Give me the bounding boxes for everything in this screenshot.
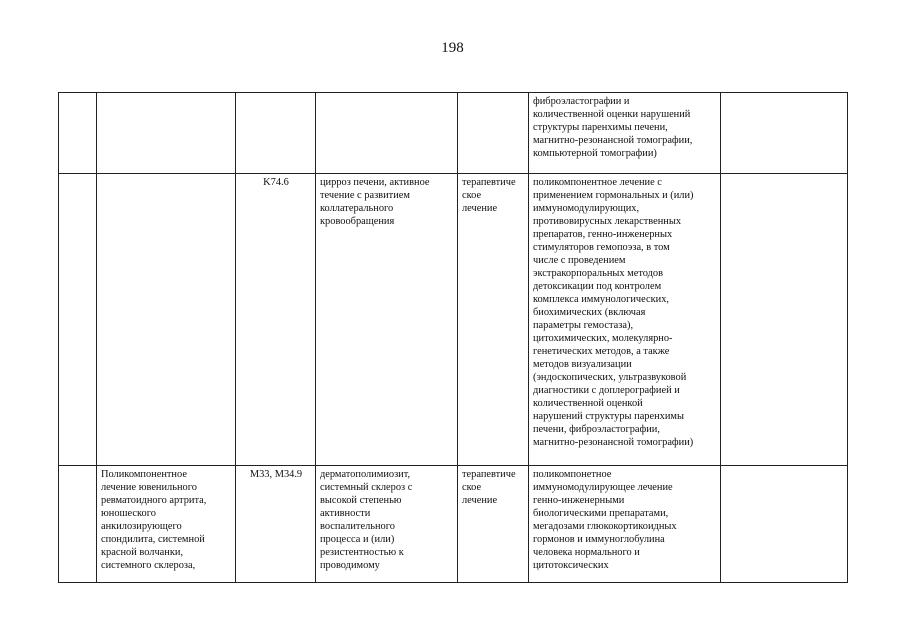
diagnosis-cell: [316, 93, 458, 174]
table-row: [59, 93, 848, 174]
care-name-cell: Поликомпонентное лечение ювенильного ревматоидного артрита, юношеского анкилозирующего спондилита, системной красной волчанки, системного склероза,: [97, 466, 236, 583]
treatment-kind-cell: [458, 93, 529, 174]
icd-code-cell: M33, M34.9: [236, 466, 316, 583]
treatment-method-cell: поликомпонентное лечение с применением гормональных и (или) иммуномодулирующих, противовирусных лекарственных препаратов, генно-инженерных стимуляторов гемопоэза, в том числе с проведением экстракорпоральных методов детоксикации под контролем комплекса иммунологических, биохимических (включая параметры гемостаза), цитохимических, молекулярно- генетических методов, а также методов визуализации (эндоскопических, ультразвуковой диагностики с доплерографией и количественной оценкой нарушений структуры паренхимы печени, фиброэластографии, магнитно-резонансной томографии): [529, 174, 721, 466]
row-number-cell: [59, 466, 97, 583]
norm-cell: [721, 93, 848, 174]
care-name-cell: [97, 174, 236, 466]
norm-cell: [721, 174, 848, 466]
row-number-cell: [59, 93, 97, 174]
icd-code-cell: [236, 93, 316, 174]
treatment-method-cell: поликомпонетное иммуномодулирующее лечение генно-инженерными биологическими препаратами, мегадозами глюкокортикоидных гормонов и иммуноглобулина человека нормального и цитотоксических: [529, 466, 721, 583]
treatment-method-cell: фиброэластографии и количественной оценки нарушений структуры паренхимы печени, магнитно-резонансной томографии, компьютерной томографии): [529, 93, 721, 174]
care-name-cell: [97, 93, 236, 174]
row-number-cell: [59, 174, 97, 466]
treatment-kind-cell: терапевтиче ское лечение: [458, 174, 529, 466]
table-row: [59, 466, 848, 583]
treatment-kind-cell: терапевтиче ское лечение: [458, 466, 529, 583]
medical-care-table: [58, 92, 848, 583]
table-row: [59, 174, 848, 466]
diagnosis-cell: цирроз печени, активное течение с развитием коллатерального кровообращения: [316, 174, 458, 466]
norm-cell: [721, 466, 848, 583]
page-number: 198: [441, 40, 464, 56]
diagnosis-cell: дерматополимиозит, системный склероз с высокой степенью активности воспалительного процесса и (или) резистентностью к проводимому: [316, 466, 458, 583]
icd-code-cell: K74.6: [236, 174, 316, 466]
